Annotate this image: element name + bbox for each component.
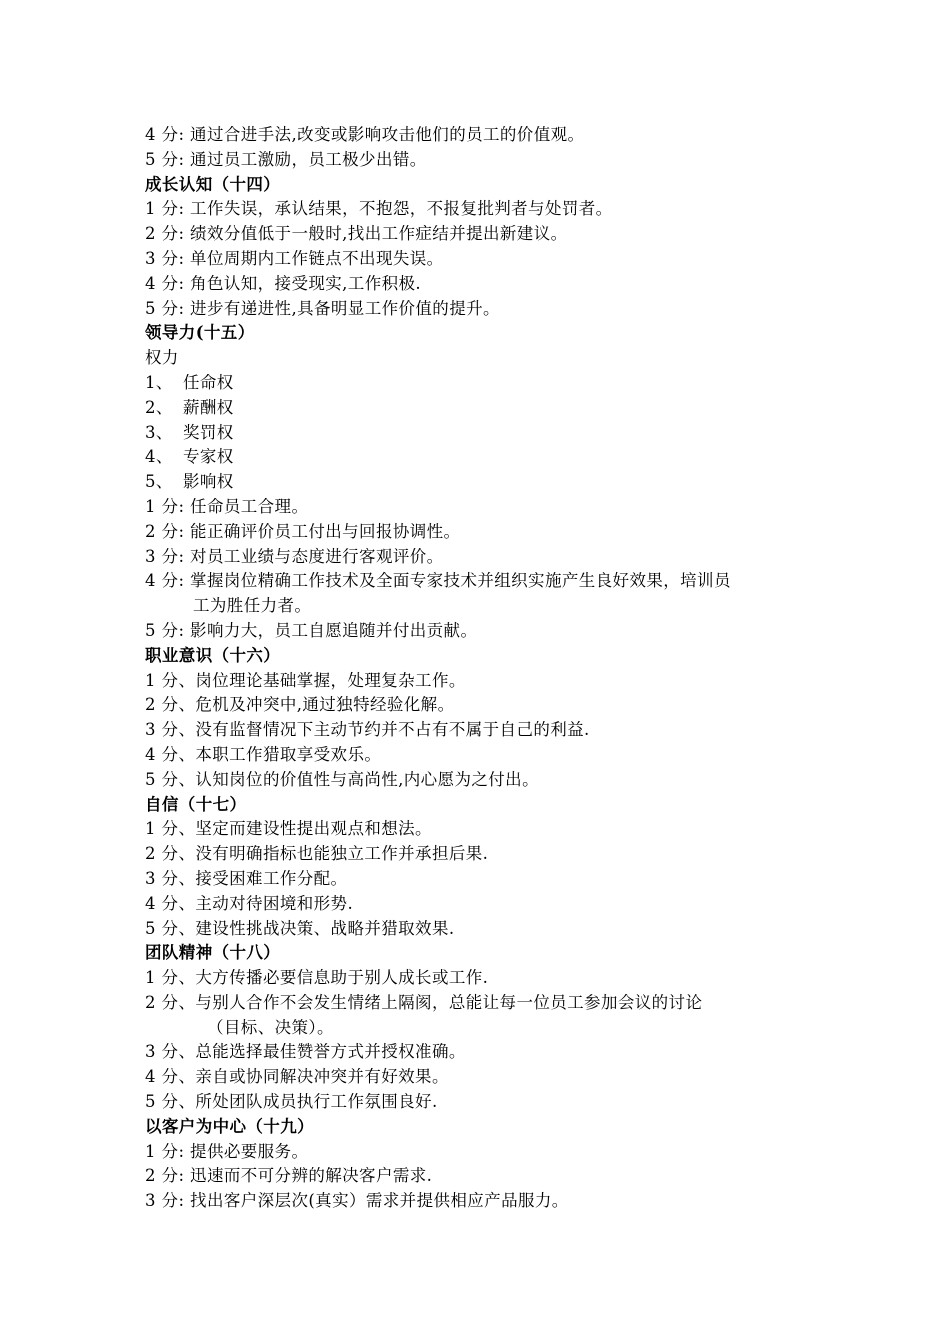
text-line: 5 分: 影响力大，员工自愿追随并付出贡献。 [145, 620, 478, 640]
text-line: 4 分、亲自或协同解决冲突并有好效果。 [145, 1067, 449, 1087]
list-text: 任命权 [183, 372, 234, 392]
section-heading: 团队精神（十八） [145, 943, 281, 963]
text-line: 2 分、危机及冲突中,通过独特经验化解。 [145, 695, 455, 715]
list-item [145, 371, 815, 396]
text-line: 1 分: 任命员工合理。 [145, 496, 309, 516]
section-heading: 职业意识（十六） [145, 645, 281, 665]
text-line: 1 分、岗位理论基础掌握，处理复杂工作。 [145, 670, 466, 690]
section-heading: 以客户为中心（十九） [145, 1116, 314, 1136]
text-line: 5 分、建设性挑战决策、战略并猎取效果. [145, 918, 455, 938]
list-item [145, 470, 815, 495]
text-line: 4 分、主动对待困境和形势. [145, 893, 354, 913]
list-index: 5、 [145, 472, 173, 492]
text-line: 2 分、没有明确指标也能独立工作并承担后果. [145, 844, 489, 864]
text-line-continuation [145, 594, 815, 619]
text-line: 1 分、坚定而建设性提出观点和想法。 [145, 819, 432, 839]
list-index: 2、 [145, 397, 173, 417]
list-text: 奖罚权 [183, 422, 234, 442]
section-heading: 自信（十七） [145, 794, 247, 814]
text-line: 3 分、接受困难工作分配。 [145, 868, 348, 888]
list-text: 薪酬权 [183, 397, 234, 417]
list-index: 1、 [145, 372, 173, 392]
text-line: 5 分: 通过员工激励，员工极少出错。 [145, 149, 427, 169]
text-line: 5 分、所处团队成员执行工作氛围良好. [145, 1092, 438, 1112]
text-line: 4 分: 掌握岗位精确工作技术及全面专家技术并组织实施产生良好效果，培训员 [145, 571, 731, 591]
text-line: 4 分: 角色认知，接受现实,工作积极. [145, 273, 422, 293]
continuation-text: 工为胜任力者。 [193, 596, 312, 616]
text-line: 1 分、大方传播必要信息助于别人成长或工作. [145, 968, 489, 988]
list-text: 影响权 [183, 472, 234, 492]
list-index: 3、 [145, 422, 173, 442]
text-line: 5 分: 进步有递进性,具备明显工作价值的提升。 [145, 298, 500, 318]
text-line: 2 分: 迅速而不可分辨的解决客户需求. [145, 1166, 433, 1186]
text-line: 2 分、与别人合作不会发生情绪上隔阂，总能让每一位员工参加会议的讨论 [145, 992, 703, 1012]
continuation-text: （目标、决策）。 [207, 1017, 334, 1037]
list-item [145, 421, 815, 446]
text-line: 1 分: 工作失误，承认结果，不抱怨，不报复批判者与处罚者。 [145, 199, 613, 219]
text-line: 3 分: 单位周期内工作链点不出现失误。 [145, 248, 444, 268]
list-index: 4、 [145, 447, 173, 467]
list-item [145, 396, 815, 421]
text-line: 5 分、认知岗位的价值性与高尚性,内心愿为之付出。 [145, 769, 539, 789]
list-item [145, 445, 815, 470]
text-line: 2 分: 能正确评价员工付出与回报协调性。 [145, 521, 461, 541]
text-line: 4 分: 通过合进手法,改变或影响攻击他们的员工的价值观。 [145, 125, 585, 144]
sub-heading: 权力 [145, 348, 179, 368]
text-line: 3 分、总能选择最佳赞誉方式并授权准确。 [145, 1042, 466, 1062]
section-heading: 成长认知（十四） [145, 174, 281, 194]
text-line: 1 分: 提供必要服务。 [145, 1141, 309, 1161]
text-line: 3 分: 对员工业绩与态度进行客观评价。 [145, 546, 444, 566]
text-line: 2 分: 绩效分值低于一般时,找出工作症结并提出新建议。 [145, 224, 568, 244]
text-line-continuation [145, 1016, 815, 1041]
text-line: 3 分: 找出客户深层次(真实）需求并提供相应产品服力。 [145, 1191, 569, 1211]
text-line: 3 分、没有监督情况下主动节约并不占有不属于自己的利益. [145, 720, 590, 740]
list-text: 专家权 [183, 447, 234, 467]
section-heading: 领导力(十五） [145, 323, 255, 343]
text-line: 4 分、本职工作猎取享受欢乐。 [145, 744, 382, 764]
document-page [145, 123, 815, 1214]
